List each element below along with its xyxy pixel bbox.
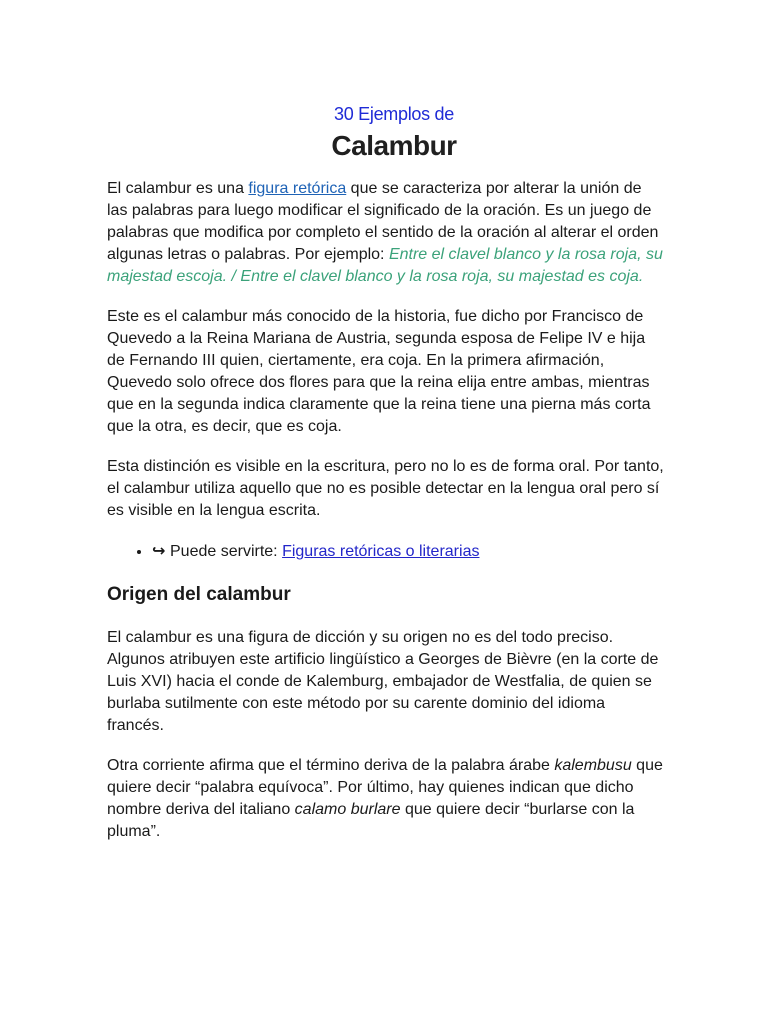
figuras-retoricas-link[interactable]: Figuras retóricas o literarias [282,543,480,560]
intro-text-a: El calambur es una [107,180,249,197]
document-title: Calambur [331,130,457,161]
origen-paragraph-1: El calambur es una figura de dicción y su origen no es del todo preciso. Algunos atribuyen este artificio lingüístico a Georges de Bièvre (en la corte de Luis XVI) hacia el conde de Kalemburg, embajador de Westfalia, de quien se burlaba sutilmente con este método por su carente dominio del idioma francés. [107,629,659,734]
arrow-right-icon: ↪ [152,543,166,560]
related-list-item [152,540,665,564]
origen-text-c: que quiere decir “burlarse con la pluma”. [107,801,635,840]
origen-text-b: que quiere decir “palabra equívoca”. Por último, hay quienes indican que dicho nombre deriva del italiano [107,757,663,818]
related-list [107,540,665,564]
figura-retorica-link[interactable]: figura retórica [248,180,347,197]
section-heading-origen: Origen del calambur [107,584,291,605]
example-quote: Entre el clavel blanco y la rosa roja, su majestad escoja. / Entre el clavel blanco y la rosa roja, su majestad es coja. [107,246,663,285]
intro-paragraph [107,178,665,288]
document-subtitle: 30 Ejemplos de [334,104,454,124]
term-calamo-burlare: calamo burlare [294,801,401,818]
origen-text-a: Otra corriente afirma que el término deriva de la palabra árabe [107,757,555,774]
title-block [0,102,768,163]
article-body [107,178,665,861]
quevedo-paragraph: Este es el calambur más conocido de la historia, fue dicho por Francisco de Quevedo a la Reina Mariana de Austria, segunda esposa de Felipe IV e hija de Fernando III quien, ciertamente, era coja. En la primera afirmación, Quevedo solo ofrece dos flores para que la reina elija entre ambas, mientras que en la segunda indica claramente que la reina tiene una pierna más corta que la otra, es decir, que es coja. [107,308,651,435]
origen-paragraph-2 [107,755,665,843]
related-prefix: Puede servirte: [170,543,283,560]
term-kalembusu: kalembusu [554,757,632,774]
intro-text-b: que se caracteriza por alterar la unión de las palabras para luego modificar el significado de la oración. Es un juego de palabras que modifica por completo el sentido de la oración al alterar el orden algunas letras o palabras. Por ejemplo: [107,180,659,263]
distinction-paragraph: Esta distinción es visible en la escritura, pero no lo es de forma oral. Por tanto, el calambur utiliza aquello que no es posible detectar en la lengua oral pero sí es visible en la lengua escrita. [107,458,664,519]
